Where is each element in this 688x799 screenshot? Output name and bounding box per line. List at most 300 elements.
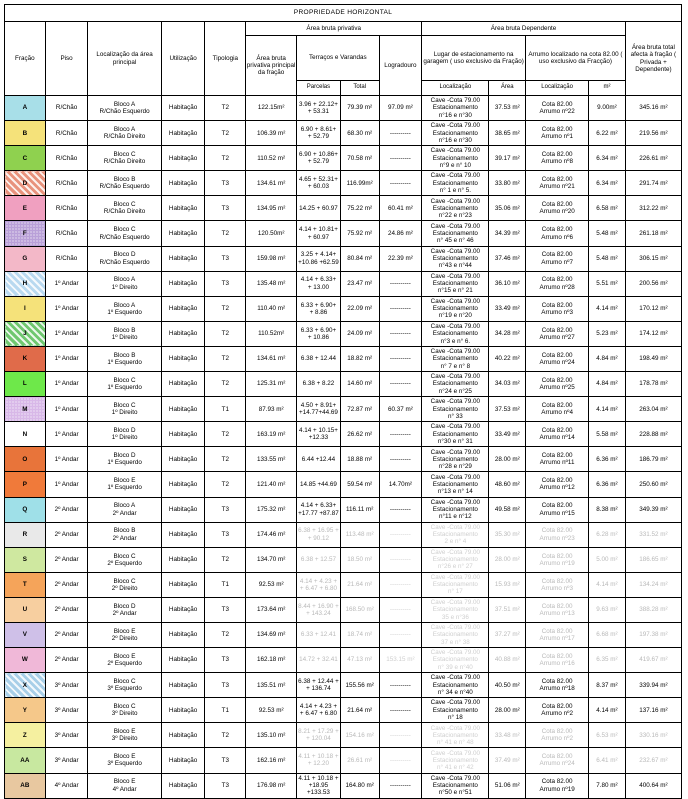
cell-estacionamento: Cave -Cota 79.00 Estacionamento n° 41 e n° 48 <box>422 723 489 748</box>
cell-abp: 134.61 m² <box>246 171 297 196</box>
cell-arrumo: Cota 82.00 Arrumo nº16 <box>526 648 589 673</box>
cell-area-total: 174.12 m² <box>625 321 681 346</box>
cell-fracao: H <box>5 271 46 296</box>
cell-utilizacao: Habitação <box>161 698 205 723</box>
document-page <box>0 4 688 797</box>
cell-arrumo: Cota 82.00 Arrumo nº17 <box>526 622 589 647</box>
cell-estacionamento: Cave -Cota 79.00 Estacionamento n° 34 e n°40 <box>422 673 489 698</box>
table-row <box>5 597 682 622</box>
cell-area-total: 198.49 m² <box>625 346 681 371</box>
cell-area-total: 261.18 m² <box>625 221 681 246</box>
cell-piso: R/Chão <box>45 246 88 271</box>
cell-arrumo-area: 6.36 m² <box>589 472 626 497</box>
cell-arrumo: Cota 82.00 Arrumo nº6 <box>526 221 589 246</box>
col-header-fracao: Fração <box>5 22 46 96</box>
cell-estac-area: 40.50 m² <box>489 673 526 698</box>
cell-utilizacao: Habitação <box>161 422 205 447</box>
cell-logradouro: ---------- <box>379 296 422 321</box>
cell-estac-area: 37.51 m² <box>489 597 526 622</box>
cell-localizacao: Bloco C R/Chão Direito <box>88 146 161 171</box>
cell-total: 113.48 m² <box>340 522 379 547</box>
cell-abp: 106.39 m² <box>246 121 297 146</box>
cell-arrumo: Cota 82.00 Arrumo nº27 <box>526 321 589 346</box>
cell-utilizacao: Habitação <box>161 447 205 472</box>
table-row <box>5 698 682 723</box>
cell-arrumo-area: 6.36 m² <box>589 447 626 472</box>
cell-tipologia: T2 <box>205 96 246 121</box>
cell-utilizacao: Habitação <box>161 622 205 647</box>
cell-tipologia: T2 <box>205 622 246 647</box>
table-row <box>5 372 682 397</box>
cell-piso: 1º Andar <box>45 271 88 296</box>
cell-piso: 1º Andar <box>45 472 88 497</box>
cell-piso: 3º Andar <box>45 673 88 698</box>
cell-fracao: W <box>5 648 46 673</box>
cell-estacionamento: Cave -Cota 79.00 Estacionamento n°13 e n° 14 <box>422 472 489 497</box>
cell-arrumo-area: 5.23 m² <box>589 321 626 346</box>
cell-arrumo-area: 4.14 m² <box>589 397 626 422</box>
cell-fracao: K <box>5 346 46 371</box>
cell-arrumo-area: 6.34 m² <box>589 146 626 171</box>
cell-estac-area: 37.27 m² <box>489 622 526 647</box>
cell-logradouro: ---------- <box>379 372 422 397</box>
cell-fracao: Q <box>5 497 46 522</box>
cell-area-total: 200.56 m² <box>625 271 681 296</box>
cell-localizacao: Bloco A 2º Andar <box>88 497 161 522</box>
cell-logradouro: ---------- <box>379 271 422 296</box>
cell-arrumo: Cota 82.00 Arrumo nº1 <box>526 121 589 146</box>
cell-arrumo: Cota 82.00 Arrumo nº25 <box>526 372 589 397</box>
cell-arrumo: Cota 82.00 Arrumo nº15 <box>526 497 589 522</box>
cell-logradouro: 24.86 m² <box>379 221 422 246</box>
cell-fracao: G <box>5 246 46 271</box>
cell-parcelas: 4.14 + 6.33+ + 13.00 <box>297 271 341 296</box>
cell-localizacao: Bloco E 2º Esquerdo <box>88 648 161 673</box>
cell-arrumo-area: 4.14 m² <box>589 572 626 597</box>
cell-parcelas: 6.33 + 6.90+ + 10.86 <box>297 321 341 346</box>
cell-arrumo: Cota 82.00 Arrumo nº14 <box>526 422 589 447</box>
cell-parcelas: 14.85 +44.69 <box>297 472 341 497</box>
cell-fracao: T <box>5 572 46 597</box>
cell-fracao: Z <box>5 723 46 748</box>
cell-utilizacao: Habitação <box>161 648 205 673</box>
table-row <box>5 271 682 296</box>
cell-arrumo-area: 4.14 m² <box>589 698 626 723</box>
cell-localizacao: Bloco B 2º Andar <box>88 522 161 547</box>
cell-logradouro: ---------- <box>379 622 422 647</box>
cell-area-total: 197.38 m² <box>625 622 681 647</box>
cell-logradouro: ---------- <box>379 346 422 371</box>
cell-arrumo: Cota 82.00 Arrumo nº19 <box>526 547 589 572</box>
cell-localizacao: Bloco C R/Chão Esquerdo <box>88 221 161 246</box>
table-row <box>5 296 682 321</box>
cell-estac-area: 35.30 m² <box>489 522 526 547</box>
cell-arrumo-area: 6.34 m² <box>589 171 626 196</box>
cell-tipologia: T2 <box>205 447 246 472</box>
cell-localizacao: Bloco B 1º Esquerdo <box>88 346 161 371</box>
cell-arrumo-area: 6.28 m² <box>589 522 626 547</box>
cell-utilizacao: Habitação <box>161 146 205 171</box>
cell-utilizacao: Habitação <box>161 221 205 246</box>
cell-parcelas: 6.44 +12.44 <box>297 447 341 472</box>
cell-piso: 4º Andar <box>45 773 88 798</box>
cell-total: 116.11 m² <box>340 497 379 522</box>
cell-utilizacao: Habitação <box>161 121 205 146</box>
cell-total: 24.09 m² <box>340 321 379 346</box>
table-row <box>5 422 682 447</box>
cell-piso: 1º Andar <box>45 321 88 346</box>
table-row <box>5 346 682 371</box>
propriedade-horizontal-table <box>4 4 682 799</box>
cell-arrumo: Cota 82.00 Arrumo nº22 <box>526 96 589 121</box>
cell-piso: 1º Andar <box>45 447 88 472</box>
cell-estacionamento: Cave -Cota 79.00 Estacionamento n° 45 e n° 46 <box>422 221 489 246</box>
cell-tipologia: T2 <box>205 547 246 572</box>
cell-piso: R/Chão <box>45 171 88 196</box>
cell-estac-area: 38.65 m² <box>489 121 526 146</box>
cell-abp: 134.95 m² <box>246 196 297 221</box>
cell-logradouro: ---------- <box>379 497 422 522</box>
cell-localizacao: Bloco D R/Chão Esquerdo <box>88 246 161 271</box>
cell-tipologia: T3 <box>205 196 246 221</box>
cell-estac-area: 33.49 m² <box>489 296 526 321</box>
cell-localizacao: Bloco E 2º Direito <box>88 622 161 647</box>
cell-arrumo: Cota 82.00 Arrumo nº24 <box>526 748 589 773</box>
table-row <box>5 447 682 472</box>
cell-total: 18.50 m² <box>340 547 379 572</box>
cell-abp: 121.40 m² <box>246 472 297 497</box>
cell-total: 75.22 m² <box>340 196 379 221</box>
cell-area-total: 419.67 m² <box>625 648 681 673</box>
cell-piso: R/Chão <box>45 121 88 146</box>
cell-estacionamento: Cave -Cota 79.00 Estacionamento n°19 e n°20 <box>422 296 489 321</box>
cell-parcelas: 4.14 + 6.33+ +17.77 +87.87 <box>297 497 341 522</box>
cell-fracao: AA <box>5 748 46 773</box>
cell-estac-area: 37.53 m² <box>489 96 526 121</box>
table-row <box>5 246 682 271</box>
cell-abp: 133.55 m² <box>246 447 297 472</box>
cell-estacionamento: Cave -Cota 79.00 Estacionamento n°50 e n°51 <box>422 773 489 798</box>
cell-piso: 1º Andar <box>45 372 88 397</box>
cell-estacionamento: Cave -Cota 79.00 Estacionamento n° 18 <box>422 698 489 723</box>
cell-area-total: 186.79 m² <box>625 447 681 472</box>
cell-tipologia: T2 <box>205 221 246 246</box>
cell-localizacao: Bloco C 1º Esquerdo <box>88 372 161 397</box>
cell-piso: R/Chão <box>45 146 88 171</box>
cell-utilizacao: Habitação <box>161 397 205 422</box>
cell-estacionamento: Cave -Cota 79.00 Estacionamento n°9 e n° 10 <box>422 146 489 171</box>
cell-tipologia: T2 <box>205 296 246 321</box>
cell-localizacao: Bloco B R/Chão Esquerdo <box>88 171 161 196</box>
cell-estacionamento: Cave -Cota 79.00 Estacionamento n°11 e n°12 <box>422 497 489 522</box>
cell-area-total: 232.67 m² <box>625 748 681 773</box>
cell-arrumo: Cota 82.00 Arrumo nº3 <box>526 296 589 321</box>
cell-area-total: 306.15 m² <box>625 246 681 271</box>
cell-piso: 2º Andar <box>45 622 88 647</box>
cell-piso: 3º Andar <box>45 748 88 773</box>
cell-arrumo: Cota 82.00 Arrumo nº12 <box>526 472 589 497</box>
cell-fracao: C <box>5 146 46 171</box>
cell-estacionamento: Cave -Cota 79.00 Estacionamento n°43 e n°44 <box>422 246 489 271</box>
table-row <box>5 196 682 221</box>
cell-abp: 134.61 m² <box>246 346 297 371</box>
cell-abp: 110.40 m² <box>246 296 297 321</box>
cell-tipologia: T3 <box>205 648 246 673</box>
cell-estac-area: 33.48 m² <box>489 723 526 748</box>
cell-estacionamento: Cave -Cota 79.00 Estacionamento n° 41 e n° 42 <box>422 748 489 773</box>
cell-parcelas: 6.33 + 12.41 <box>297 622 341 647</box>
cell-arrumo-area: 5.51 m² <box>589 271 626 296</box>
cell-total: 18.88 m² <box>340 447 379 472</box>
cell-localizacao: Bloco B 1º Direito <box>88 321 161 346</box>
cell-arrumo: Cota 82.00 Arrumo nº24 <box>526 346 589 371</box>
col-header-total: Total <box>340 80 379 95</box>
cell-arrumo: Cota 82.00 Arrumo nº21 <box>526 171 589 196</box>
cell-abp: 135.51 m² <box>246 673 297 698</box>
cell-area-total: 339.94 m² <box>625 673 681 698</box>
cell-logradouro: ---------- <box>379 171 422 196</box>
table-row <box>5 547 682 572</box>
cell-estacionamento: Cave -Cota 79.00 Estacionamento n°16 e n°30 <box>422 121 489 146</box>
cell-area-total: 263.04 m² <box>625 397 681 422</box>
cell-area-total: 345.16 m² <box>625 96 681 121</box>
cell-piso: 2º Andar <box>45 648 88 673</box>
cell-localizacao: Bloco A R/Chão Esquerdo <box>88 96 161 121</box>
cell-localizacao: Bloco C R/Chão Direito <box>88 196 161 221</box>
cell-piso: R/Chão <box>45 196 88 221</box>
cell-tipologia: T1 <box>205 572 246 597</box>
col-header-arrumo-area: m² <box>589 80 626 95</box>
cell-parcelas: 6.33 + 6.90+ + 8.86 <box>297 296 341 321</box>
cell-piso: 2º Andar <box>45 522 88 547</box>
cell-logradouro: ---------- <box>379 321 422 346</box>
cell-logradouro: 14.70m² <box>379 472 422 497</box>
cell-localizacao: Bloco D 2º Andar <box>88 597 161 622</box>
cell-total: 168.50 m² <box>340 597 379 622</box>
cell-total: 47.13 m² <box>340 648 379 673</box>
cell-parcelas: 6.38 + 16.95 + + 90.12 <box>297 522 341 547</box>
cell-logradouro: 60.37 m² <box>379 397 422 422</box>
cell-arrumo: Cota 82.00 Arrumo nº28 <box>526 271 589 296</box>
cell-parcelas: 4.65 + 52.31+ + 60.03 <box>297 171 341 196</box>
cell-estacionamento: Cave -Cota 79.00 Estacionamento n°24 e n°25 <box>422 372 489 397</box>
cell-estac-area: 28.00 m² <box>489 547 526 572</box>
cell-estacionamento: Cave -Cota 79.00 Estacionamento 2 e n° 4 <box>422 522 489 547</box>
cell-estacionamento: Cave -Cota 79.00 Estacionamento n° 1 e n° 5. <box>422 171 489 196</box>
cell-tipologia: T2 <box>205 472 246 497</box>
cell-utilizacao: Habitação <box>161 171 205 196</box>
cell-parcelas: 4.14 + 10.81+ + 60.97 <box>297 221 341 246</box>
cell-utilizacao: Habitação <box>161 773 205 798</box>
col-header-area-bruta-dependente: Área bruta Dependente <box>422 22 626 36</box>
cell-tipologia: T2 <box>205 146 246 171</box>
cell-utilizacao: Habitação <box>161 597 205 622</box>
cell-tipologia: T3 <box>205 522 246 547</box>
cell-arrumo: Cota 82.00 Arrumo nº18 <box>526 673 589 698</box>
cell-arrumo: Cota 82.00 Arrumo nº2 <box>526 723 589 748</box>
cell-localizacao: Bloco D 1º Direito <box>88 422 161 447</box>
cell-total: 22.09 m² <box>340 296 379 321</box>
table-row <box>5 397 682 422</box>
cell-abp: 135.48 m² <box>246 271 297 296</box>
cell-parcelas: 6.38 + 8.22 <box>297 372 341 397</box>
cell-arrumo-area: 6.35 m² <box>589 648 626 673</box>
cell-logradouro: ---------- <box>379 447 422 472</box>
cell-tipologia: T2 <box>205 121 246 146</box>
cell-tipologia: T3 <box>205 773 246 798</box>
cell-fracao: AB <box>5 773 46 798</box>
cell-arrumo-area: 4.84 m² <box>589 346 626 371</box>
cell-parcelas: 6.38 + 12.44 <box>297 346 341 371</box>
cell-parcelas: 6.90 + 8.61+ + 52.79 <box>297 121 341 146</box>
cell-estac-area: 49.58 m² <box>489 497 526 522</box>
cell-tipologia: T3 <box>205 497 246 522</box>
cell-abp: 159.98 m² <box>246 246 297 271</box>
cell-abp: 92.53 m² <box>246 572 297 597</box>
cell-tipologia: T3 <box>205 271 246 296</box>
cell-arrumo: Cota 82.00 Arrumo nº4 <box>526 397 589 422</box>
cell-total: 80.84 m² <box>340 246 379 271</box>
cell-area-total: 134.24 m² <box>625 572 681 597</box>
cell-parcelas: 3.25 + 4.14+ +10.86 +62.59 <box>297 246 341 271</box>
cell-fracao: R <box>5 522 46 547</box>
table-row <box>5 96 682 121</box>
cell-piso: 2º Andar <box>45 572 88 597</box>
cell-estac-area: 34.03 m² <box>489 372 526 397</box>
col-header-parcelas: Parcelas <box>297 80 341 95</box>
col-header-arrumo-localizacao: Localização <box>526 80 589 95</box>
table-row <box>5 622 682 647</box>
cell-utilizacao: Habitação <box>161 271 205 296</box>
cell-estac-area: 33.80 m² <box>489 171 526 196</box>
cell-utilizacao: Habitação <box>161 372 205 397</box>
cell-parcelas: 6.90 + 10.86+ + 52.79 <box>297 146 341 171</box>
cell-estac-area: 33.49 m² <box>489 422 526 447</box>
cell-estac-area: 37.49 m² <box>489 748 526 773</box>
cell-abp: 162.18 m² <box>246 648 297 673</box>
cell-fracao: U <box>5 597 46 622</box>
cell-tipologia: T2 <box>205 346 246 371</box>
cell-localizacao: Bloco A R/Chão Direito <box>88 121 161 146</box>
cell-parcelas: 14.25 + 60.97 <box>297 196 341 221</box>
cell-total: 23.47 m² <box>340 271 379 296</box>
cell-logradouro: ---------- <box>379 773 422 798</box>
cell-logradouro: ---------- <box>379 748 422 773</box>
cell-logradouro: 153.15 m² <box>379 648 422 673</box>
cell-area-total: 349.39 m² <box>625 497 681 522</box>
cell-arrumo: Cota 82.00 Arrumo nº11 <box>526 447 589 472</box>
cell-utilizacao: Habitação <box>161 246 205 271</box>
cell-piso: 2º Andar <box>45 547 88 572</box>
cell-fracao: I <box>5 296 46 321</box>
cell-tipologia: T1 <box>205 397 246 422</box>
cell-arrumo-area: 9.00m² <box>589 96 626 121</box>
cell-arrumo-area: 5.58 m² <box>589 422 626 447</box>
cell-estacionamento: Cave -Cota 79.00 Estacionamento n°16 e n°30 <box>422 96 489 121</box>
table-row <box>5 723 682 748</box>
cell-abp: 87.93 m² <box>246 397 297 422</box>
cell-abp: 162.16 m² <box>246 748 297 773</box>
header-row-main <box>5 22 682 36</box>
cell-arrumo: Cota 82.00 Arrumo nº23 <box>526 522 589 547</box>
table-row <box>5 522 682 547</box>
table-row <box>5 146 682 171</box>
cell-arrumo: Cota 82.00 Arrumo nº7 <box>526 246 589 271</box>
cell-abp: 122.15m² <box>246 96 297 121</box>
cell-piso: 1º Andar <box>45 346 88 371</box>
cell-arrumo-area: 4.84 m² <box>589 372 626 397</box>
cell-total: 164.80 m² <box>340 773 379 798</box>
cell-arrumo-area: 5.48 m² <box>589 221 626 246</box>
cell-utilizacao: Habitação <box>161 572 205 597</box>
cell-piso: 2º Andar <box>45 497 88 522</box>
cell-logradouro: 60.41 m² <box>379 196 422 221</box>
cell-logradouro: ---------- <box>379 146 422 171</box>
cell-total: 79.39 m² <box>340 96 379 121</box>
cell-utilizacao: Habitação <box>161 296 205 321</box>
cell-utilizacao: Habitação <box>161 547 205 572</box>
cell-fracao: M <box>5 397 46 422</box>
cell-piso: 1º Andar <box>45 397 88 422</box>
cell-logradouro: 22.39 m² <box>379 246 422 271</box>
cell-arrumo: Cota 82.00 Arrumo nº19 <box>526 773 589 798</box>
cell-area-total: 388.28 m² <box>625 597 681 622</box>
col-header-terracos: Terraços e Varandas <box>297 36 379 81</box>
cell-utilizacao: Habitação <box>161 723 205 748</box>
table-row <box>5 748 682 773</box>
cell-arrumo-area: 6.68 m² <box>589 622 626 647</box>
cell-parcelas: 6.38 + 12.44 + + 136.74 <box>297 673 341 698</box>
cell-fracao: A <box>5 96 46 121</box>
cell-tipologia: T1 <box>205 698 246 723</box>
cell-abp: 125.31 m² <box>246 372 297 397</box>
col-header-piso: Piso <box>45 22 88 96</box>
cell-fracao: X <box>5 673 46 698</box>
cell-utilizacao: Habitação <box>161 673 205 698</box>
cell-estacionamento: Cave -Cota 79.00 Estacionamento n°15 e n° 21 <box>422 271 489 296</box>
cell-total: 68.30 m² <box>340 121 379 146</box>
col-header-estacionamento: Lugar de estacionamento na garagem ( uso exclusivo da Fração) <box>422 36 526 81</box>
cell-localizacao: Bloco E 1º Esquerdo <box>88 472 161 497</box>
cell-tipologia: T3 <box>205 246 246 271</box>
cell-estacionamento: Cave -Cota 79.00 Estacionamento n°22 e n°23 <box>422 196 489 221</box>
table-row <box>5 472 682 497</box>
cell-tipologia: T2 <box>205 372 246 397</box>
table-row <box>5 673 682 698</box>
cell-area-total: 250.60 m² <box>625 472 681 497</box>
cell-localizacao: Bloco E 4º Andar <box>88 773 161 798</box>
cell-piso: 3º Andar <box>45 698 88 723</box>
cell-fracao: N <box>5 422 46 447</box>
col-header-logradouro: Logradouro <box>379 36 422 96</box>
cell-fracao: Y <box>5 698 46 723</box>
cell-fracao: F <box>5 221 46 246</box>
cell-localizacao: Bloco E 3º Direito <box>88 723 161 748</box>
cell-estacionamento: Cave -Cota 79.00 Estacionamento n°30 e n° 31 <box>422 422 489 447</box>
cell-localizacao: Bloco C 3º Esquerdo <box>88 673 161 698</box>
cell-logradouro: 97.09 m² <box>379 96 422 121</box>
cell-utilizacao: Habitação <box>161 346 205 371</box>
cell-area-total: 186.65 m² <box>625 547 681 572</box>
col-header-tipologia: Tipologia <box>205 22 246 96</box>
cell-logradouro: ---------- <box>379 673 422 698</box>
cell-abp: 120.50m² <box>246 221 297 246</box>
cell-abp: 163.19 m² <box>246 422 297 447</box>
cell-arrumo: Cota 82.00 Arrumo nº20 <box>526 196 589 221</box>
cell-total: 21.64 m² <box>340 572 379 597</box>
cell-abp: 92.53 m² <box>246 698 297 723</box>
cell-arrumo-area: 7.80 m² <box>589 773 626 798</box>
